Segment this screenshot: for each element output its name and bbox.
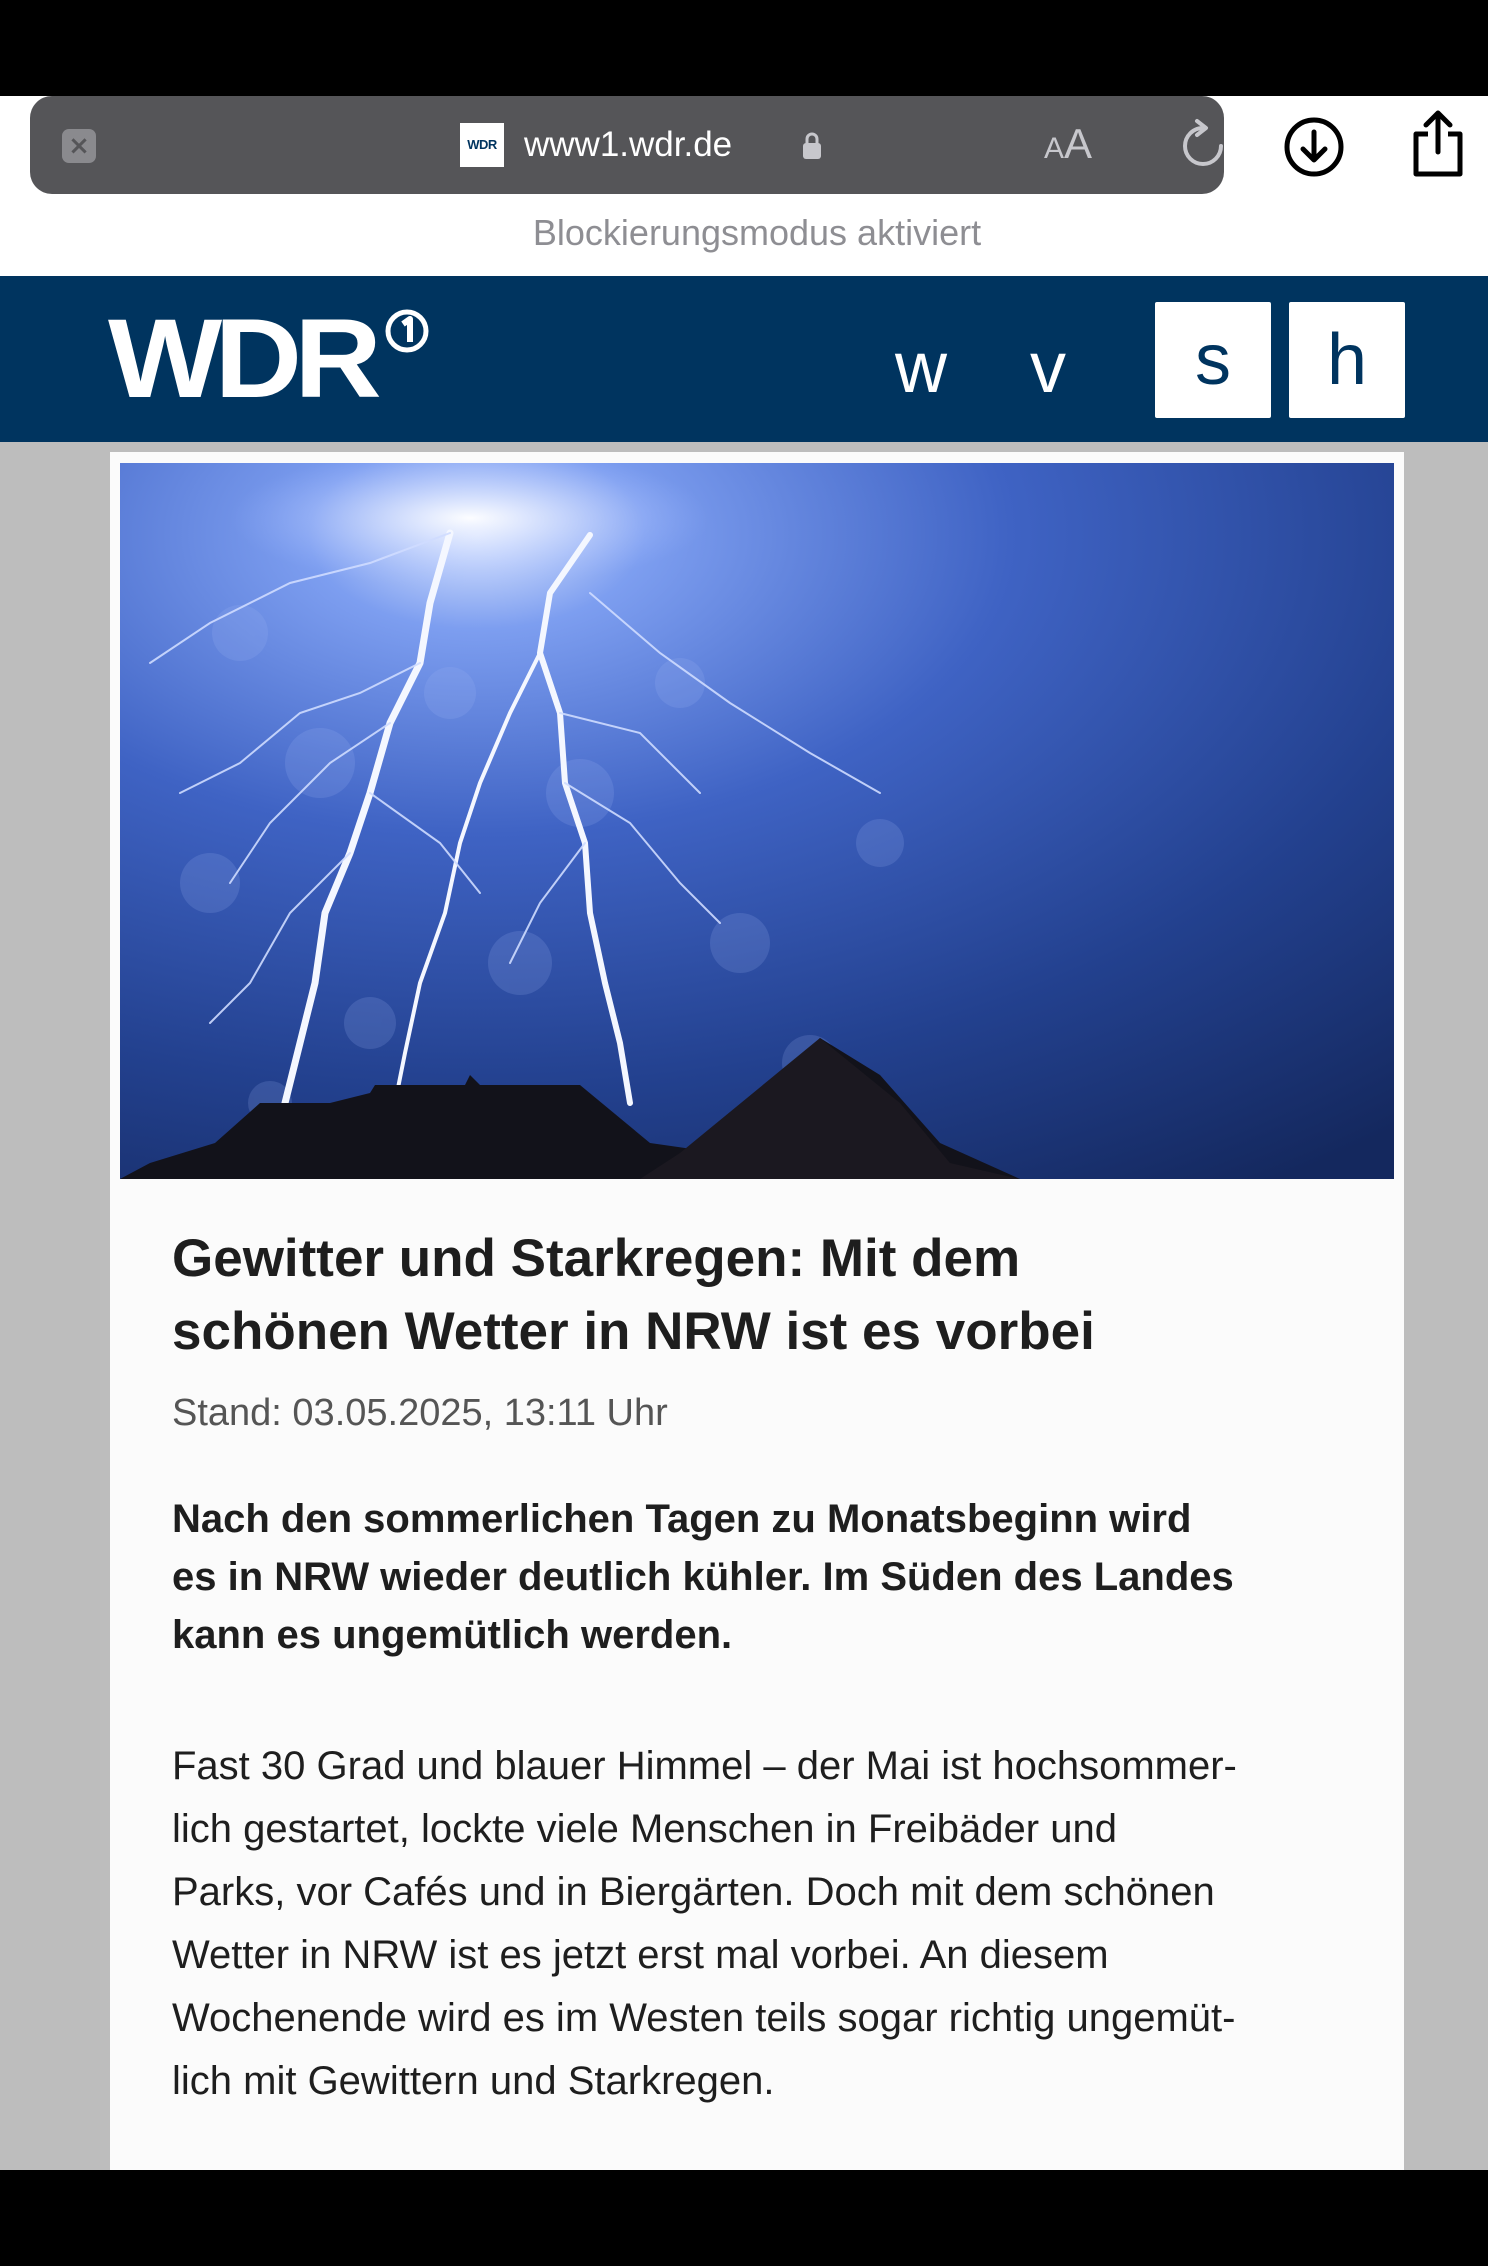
article-body-line: Parks, vor Cafés und in Biergärten. Doch mit dem schönen [172, 1870, 1215, 1914]
site-header [0, 276, 1488, 442]
article-lead-line: es in NRW wieder deutlich kühler. Im Süden des Landes [172, 1555, 1234, 1599]
address-bar[interactable] [30, 96, 1224, 194]
text-size-large: A [1064, 120, 1093, 167]
reload-icon[interactable] [1178, 118, 1228, 172]
text-size-small: A [1044, 132, 1065, 165]
site-favicon: WDR [460, 123, 504, 167]
article-body-line: lich gestartet, lockte viele Menschen in Freibäder und [172, 1807, 1117, 1851]
article-lead-line: kann es ungemütlich werden. [172, 1613, 733, 1657]
status-bar [0, 0, 1488, 96]
ard-one-icon [384, 308, 430, 354]
article-body [172, 1735, 1352, 2113]
article-body-line: Wochenende wird es im Westen teils sogar richtig ungemüt- [172, 1996, 1236, 2040]
share-icon[interactable] [1410, 108, 1466, 180]
article-date: Stand: 03.05.2025, 13:11 Uhr [172, 1392, 668, 1434]
close-tab-icon[interactable]: × [62, 129, 96, 163]
wdr-logo[interactable]: WDR [108, 296, 375, 421]
article-title-line: Gewitter und Starkregen: Mit dem [172, 1229, 1021, 1288]
article-hero-image[interactable] [120, 463, 1394, 1179]
home-indicator-area [0, 2170, 1488, 2266]
nav-item-v[interactable]: v [1030, 328, 1066, 408]
article-title [172, 1222, 1322, 1368]
article-lead-line: Nach den sommerlichen Tagen zu Monatsbeginn wird [172, 1497, 1192, 1541]
nav-item-s[interactable]: s [1155, 302, 1271, 418]
lock-icon [802, 132, 822, 160]
article-body-line: Fast 30 Grad und blauer Himmel – der Mai ist hochsommer- [172, 1744, 1237, 1788]
url-text[interactable]: www1.wdr.de [524, 125, 733, 164]
browser-toolbar [0, 96, 1488, 276]
text-size-button[interactable] [1044, 120, 1092, 168]
article-lead [172, 1490, 1352, 1664]
article-title-line: schönen Wetter in NRW ist es vorbei [172, 1302, 1095, 1361]
nav-item-h[interactable]: h [1289, 302, 1405, 418]
blocking-mode-notice: Blockierungsmodus aktiviert [532, 212, 982, 253]
article-body-line: lich mit Gewittern und Starkregen. [172, 2059, 775, 2103]
lightning-storm-photo [120, 463, 1394, 1179]
download-icon[interactable] [1283, 116, 1345, 178]
article-body-line: Wetter in NRW ist es jetzt erst mal vorbei. An diesem [172, 1933, 1109, 1977]
nav-item-w[interactable]: w [895, 328, 947, 408]
